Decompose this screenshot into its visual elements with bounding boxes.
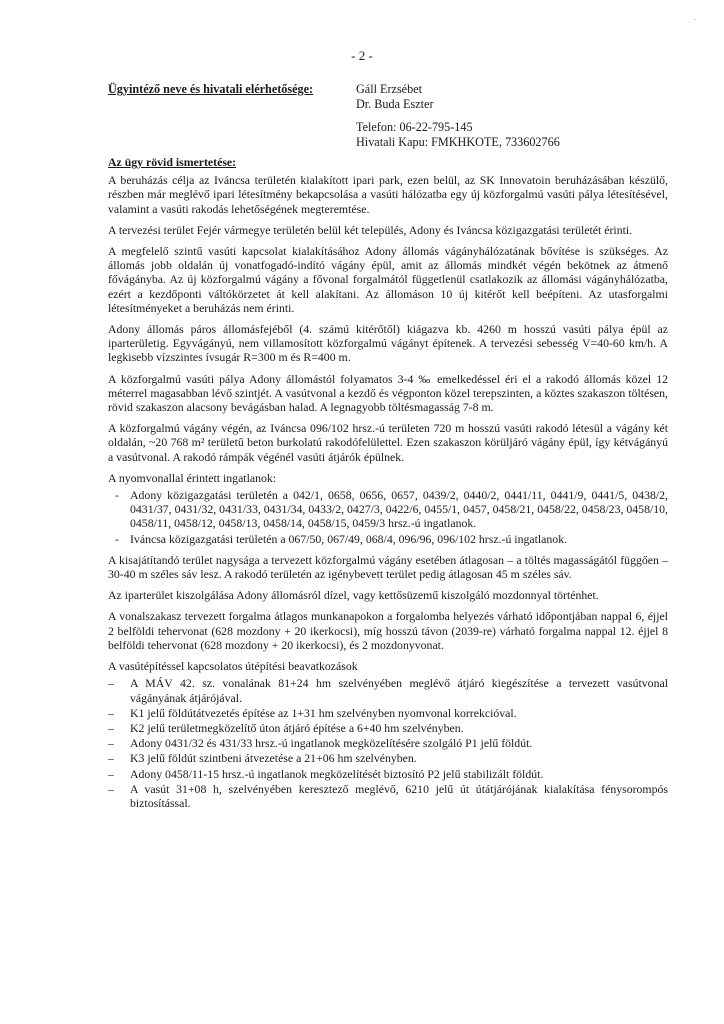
list-bullet: – <box>108 736 114 751</box>
list-bullet: – <box>108 766 114 781</box>
paragraph: A tervezési terület Fejér vármegye területén belül két település, Adony és Iváncsa közigazgatási területét érinti. <box>108 222 633 237</box>
list-item: – K1 jelű földútátvezetés építése az 1+31 hm szelvényben nyomvonal korrekcióval. <box>108 705 517 720</box>
paragraph-with-superscript: A közforgalmú vágány végén, az Iváncsa 096/102 hrsz.-ú területen 720 m hosszú vasúti rakodó létesül a vágány két oldalán, ~20 768 m² területű beton burkolatú rakodófelülettel. Ezen szakaszon körüljáró vágány épül, így kétvágányú a vasútvonal. A rakodó rámpák végénél vasúti átjárók épülnek. <box>108 421 668 464</box>
properties-list <box>108 488 668 546</box>
list-bullet: - <box>115 531 119 546</box>
contact-phone: Telefon: 06-22-795-145 <box>356 120 473 134</box>
paragraph: A közforgalmú vasúti pálya Adony állomástól folyamatos 3-4 ‰ emelkedéssel éri el a rakodó állomás közel 12 méterrel magasabban lévő szintjét. A vasútvonal a kezdő és végponton közel terepszinten, a köztes szakaszon töltésen, rövid szakaszon alacsony bevágásban halad. A legnagyobb töltésmagasság 7-8 m. <box>108 371 668 415</box>
road-works-list <box>108 676 668 810</box>
list-bullet: – <box>108 705 114 720</box>
section-title: Az ügy rövid ismertetése: <box>108 155 237 169</box>
list-bullet: – <box>108 751 114 766</box>
list-item: – Adony 0431/32 és 431/33 hrsz.-ú ingatlanok megközelítésére szolgáló P1 jelű földút. <box>108 736 533 751</box>
list-item: - Iváncsa közigazgatási területén a 067/50, 067/49, 068/4, 096/96, 096/102 hrsz.-ú ingatlanok. <box>115 531 568 546</box>
paragraph: A megfelelő szintű vasúti kapcsolat kialakításához Adony állomás vágányhálózatának bővítése is szükséges. Az állomás jobb oldalán új vonatfogadó-indító vágány épül, amit az állomás mindkét végén bekötnek az átmenő fővágányba. Az új közforgalmú vágány a fővonal forgalmától függetlenül csatlakozik az állomási vágányhálózatba, ezért a kezdőponti váltókörzetet át kell alakítani. Az állomáson 10 új kitérőt kell beépíteni. Az utasforgalmi létesítményeket a beruházás nem érinti. <box>108 244 668 315</box>
list-item: – A MÁV 42. sz. vonalának 81+24 hm szelvényében meglévő átjáró kiegészítése a tervezett vasútvonal vágányának átjárójával. <box>108 676 668 705</box>
list-bullet: - <box>115 488 119 503</box>
list-item: – K3 jelű földút szintbeni átvezetése a 21+06 hm szelvényben. <box>108 751 417 766</box>
list-bullet: – <box>108 676 114 691</box>
contact-name-1: Gáll Erzsébet <box>356 82 422 96</box>
list-item: – Adony 0458/11-15 hrsz.-ú ingatlanok megközelítését biztosító P2 jelű stabilizált földút. <box>108 766 544 781</box>
contact-label: Ügyintéző neve és hivatali elérhetősége: <box>108 82 314 96</box>
list-item: – A vasút 31+08 h, szelvényében keresztező meglévő, 6210 jelű út útátjárójának kialakítása fénysorompós biztosítással. <box>108 781 668 810</box>
page-number: - 2 - <box>351 48 373 63</box>
document-body <box>108 155 668 811</box>
list-bullet: – <box>108 781 114 796</box>
contact-office: Hivatali Kapu: FMKHKOTE, 733602766 <box>356 135 560 149</box>
list-bullet: – <box>108 720 114 735</box>
paragraph: A beruházás célja az Iváncsa területén kialakított ipari park, ezen belül, az SK Innovatoin beruházásában készülő, részben már meglévő ipari létesítmény bekapcsolása a vasúti hálózatba egy új közforgalmú vasúti pálya létesítésével, valamint a vasúti rakodás lehetőségének megteremtése. <box>108 173 668 216</box>
contact-values <box>356 82 560 150</box>
contact-name-2: Dr. Buda Eszter <box>356 97 434 111</box>
list-item: – K2 jelű területmegközelítő úton átjáró építése a 6+40 hm szelvényben. <box>108 720 464 735</box>
paragraph: A vonalszakasz tervezett forgalma átlagos munkanapokon a forgalomba helyezés várható időpontjában nappal 6, éjjel 2 belföldi tehervonat (628 mozdony + 20 ikerkocsi), míg hosszú távon (2039-re) várható forgalma nappal 12. éjjel 8 belföldi tehervonat (628 mozdony + 20 ikerkocsi), és 2 mozdonyvonat. <box>108 609 668 652</box>
corner-mark: .. <box>693 14 697 22</box>
paragraph: A kisajátítandó terület nagysága a tervezett közforgalmú vágány esetében átlagosan – a töltés magasságától függően – 30-40 m széles sáv lesz. A rakodó területén az igénybevett terület pedig átlagosan 45 m széles sáv. <box>108 552 668 582</box>
paragraph: A vasútépítéssel kapcsolatos útépítési beavatkozások <box>108 659 358 674</box>
paragraph: A nyomvonallal érintett ingatlanok: <box>108 470 277 485</box>
paragraph: Az iparterület kiszolgálása Adony állomásról dízel, vagy kettősüzemű kiszolgáló mozdonnyal történhet. <box>108 588 599 603</box>
list-item: - Adony közigazgatási területén a 042/1, 0658, 0656, 0657, 0439/2, 0440/2, 0441/11, 0441/9, 0441/5, 0438/2, 0431/37, 0431/32, 0431/33, 0431/34, 0433/2, 0427/3, 0422/6, 0455/1, 0457, 0458/21, 0458/22, 0458/23, 0458/10, 0458/11, 0458/12, 0458/13, 0458/14, 0458/15, 0459/3 hrsz.-ú ingatlanok. <box>115 488 668 531</box>
paragraph: Adony állomás páros állomásfejéből (4. számú kitérőtől) kiágazva kb. 4260 m hosszú vasúti pálya épül az iparterületig. Egyvágányú, nem villamosított közforgalmú vágányt építenek. A tervezési sebesség V=40-60 km/h. A legkisebb vízszintes ívsugár R=300 m és R=400 m. <box>108 322 668 365</box>
